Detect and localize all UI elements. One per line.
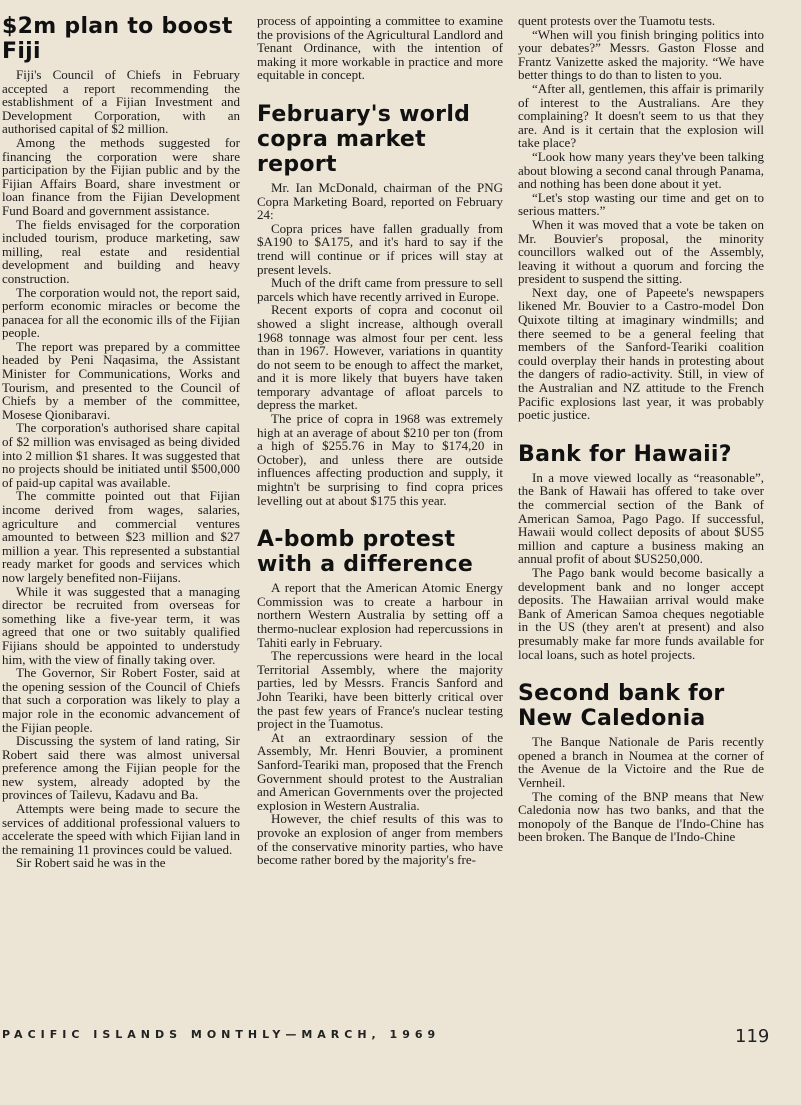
headline: $2m plan to boost Fiji (2, 14, 233, 64)
column-3 (518, 14, 764, 858)
headline: Bank for Hawaii? (518, 441, 732, 467)
running-footer: PACIFIC ISLANDS MONTHLY—MARCH, 1969 (2, 1028, 441, 1041)
article-abomb-protest-continued (518, 14, 764, 422)
paragraph: Attempts were being made to secure the services of additional professional valuers to accelerate the speed with which Fijian land in the remaining 11 provinces could be valued. (2, 801, 240, 857)
paragraph: “Let's stop wasting our time and get on to serious matters.” (518, 189, 764, 219)
paragraph: process of appointing a committee to examine the provisions of the Agricultural Landlord and Tenant Ordinance, with the intention of making it more workable in practice and more equitable in concept. (257, 13, 503, 83)
paragraph: The repercussions were heard in the local Territorial Assembly, where the majority parties, led by Messrs. Francis Sanford and John Teariki, have been bitterly critical over the past few years of France's nuclear testing project in the Tuamotus. (257, 648, 503, 732)
paragraph: Copra prices have fallen gradually from $A190 to $A175, and it's hard to say if the trend will continue or if prices will stay at present levels. (257, 220, 503, 277)
article-fiji-plan (2, 14, 240, 870)
page-number: 119 (735, 1026, 770, 1047)
column-2 (257, 14, 503, 881)
paragraph: Among the methods suggested for financing the corporation were share participation by the Fijian public and by the Fijian Affairs Board, share investment or loan finance from the Fijian Development Fund Board and government assistance. (2, 134, 240, 218)
paragraph: The committe pointed out that Fijian income derived from wages, salaries, agriculture and commercial ventures amounted to between $23 million and $27 million a year. This represented a substantial ready market for goods and services which now largely benefited non-Fiijans. (2, 488, 240, 585)
article-copra-report (257, 102, 503, 507)
paragraph: The corporation would not, the report said, perform economic miracles or become the panacea for all the economic ills of the Fijian people. (2, 284, 240, 341)
article-bank-new-caledonia (518, 681, 764, 844)
paragraph: The corporation's authorised share capital of $2 million was envisaged as being divided into 2 million $1 shares. It was suggested that no projects should be initiated until $500,000 of paid-up capital was available. (2, 420, 240, 490)
headline: A-bomb protest with a difference (257, 527, 474, 578)
paragraph: “When will you finish bringing politics into your debates?” Messrs. Gaston Flosse and Frantz Vanizette asked the majority. “We have better things to do than to listen to you. (518, 26, 764, 83)
paragraph: The coming of the BNP means that New Caledonia now has two banks, and that the monopoly of the Banque de l'Indo-Chine has been broken. The Banque de l'Indo-Chine (518, 788, 764, 845)
paragraph: The fields envisaged for the corporation included tourism, produce marketing, saw milling, real estate and residential development and building and heavy construction. (2, 216, 240, 286)
paragraph: The Banque Nationale de Paris recently opened a branch in Noumea at the corner of the Avenue de la Victoire and the Rue de Vernheil. (518, 734, 764, 790)
article-abomb-protest (257, 527, 503, 866)
paragraph: Mr. Ian McDonald, chairman of the PNG Copra Marketing Board, reported on February 24: (257, 179, 503, 223)
paragraph: quent protests over the Tuamotu tests. (518, 13, 716, 28)
paragraph: The Pago bank would become basically a development bank and no longer accept deposits. The Hawaiian arrival would make Bank of American Samoa cheques negotiable in the US (they aren't at present) and also presumably make far more funds available for local loans, such as hotel projects. (518, 564, 764, 662)
paragraph: The price of copra in 1968 was extremely high at an average of about $210 per ton (from a high of $255.76 in May to $174,20 in October), and unless there are outside influences affecting production and supply, it mightn't be surprising to find copra prices levelling out at about $175 this year. (257, 411, 503, 508)
column-1 (2, 14, 240, 884)
paragraph: Fiji's Council of Chiefs in February accepted a report recommending the establishment of a Fijian Investment and Development Corporation, with an authorised capital of $2 million. (2, 67, 240, 137)
paragraph: Recent exports of copra and coconut oil showed a slight increase, although overall 1968 tonnage was almost four per cent. less than in 1967. However, variations in quantity do not seem to be enough to affect the market, and it is more likely that buyers have taken temporary advantage of afloat parcels to depress the market. (257, 302, 503, 413)
article-bank-hawaii (518, 442, 764, 661)
paragraph: “After all, gentlemen, this affair is primarily of interest to the Australians. Are they complaining? It doesn't seem to us that they are. And is it certain that the explosion will take place? (518, 80, 764, 151)
paragraph: Much of the drift came from pressure to sell parcels which have recently arrived in Europe. (257, 275, 503, 304)
paragraph: The Governor, Sir Robert Foster, said at the opening session of the Council of Chiefs that such a corporation was likely to play a major role in the economic advancement of the Fijian people. (2, 665, 240, 735)
headline: Second bank for New Caledonia (518, 681, 725, 732)
paragraph: Discussing the system of land rating, Sir Robert said there was almost universal preference among the Fijian people for the new system, already adopted by the provinces of Tailevu, Kadavu and Ba. (2, 733, 240, 803)
paragraph: In a move viewed locally as “reasonable”, the Bank of Hawaii has offered to take over the commercial section of the Bank of American Samoa, Pago Pago. If successful, Hawaii would collect deposits of about $US5 million and capture a business making an annual profit of about $US250,000. (518, 469, 764, 567)
paragraph: When it was moved that a vote be taken on Mr. Bouvier's proposal, the minority councillors walked out of the Assembly, leaving it without a quorum and forcing the president to suspend the sitting. (518, 216, 764, 287)
paragraph: Next day, one of Papeete's newspapers likened Mr. Bouvier to a Castro-model Don Quixote tilting at imaginary windmills; and there seemed to be a general feeling that members of the Sanford-Teariki coalition could overplay their hands in protesting about the dangers of radio-activity. Still, in view of the Australian and NZ attitude to the French Pacific explosions last year, it was probably poetic justice. (518, 284, 764, 423)
paragraph: “Look how many years they've been talking about blowing a second canal through Panama, and nothing has been done about it yet. (518, 148, 764, 192)
paragraph: However, the chief results of this was to provoke an explosion of anger from members of the conservative minority parties, who have become rather bored by the majority's fre- (257, 811, 503, 868)
paragraph: The report was prepared by a committee headed by Peni Naqasima, the Assistant Minister for Communications, Works and Tourism, and presented to the Council of Chiefs by a member of the committee, Mosese Qionibaravi. (2, 338, 240, 422)
article-fiji-plan-continued (257, 14, 503, 82)
paragraph: A report that the American Atomic Energy Commission was to create a harbour in northern Western Australia by setting off a thermo-nuclear explosion had repercussions in Tahiti early in February. (257, 580, 503, 650)
paragraph: At an extraordinary session of the Assembly, Mr. Henri Bouvier, a prominent Sanford-Teariki man, proposed that the French Government should protest to the Australian and American Governments over the projected explosion in Western Australia. (257, 729, 503, 813)
paragraph: While it was suggested that a managing director be recruited from overseas for something like a five-year term, it was agreed that one or two suitably qualified Fijians should be appointed to understudy him, with the view of finally taking over. (2, 583, 240, 667)
headline: February's world copra market report (257, 101, 471, 177)
paragraph: Sir Robert said he was in the (16, 855, 166, 871)
